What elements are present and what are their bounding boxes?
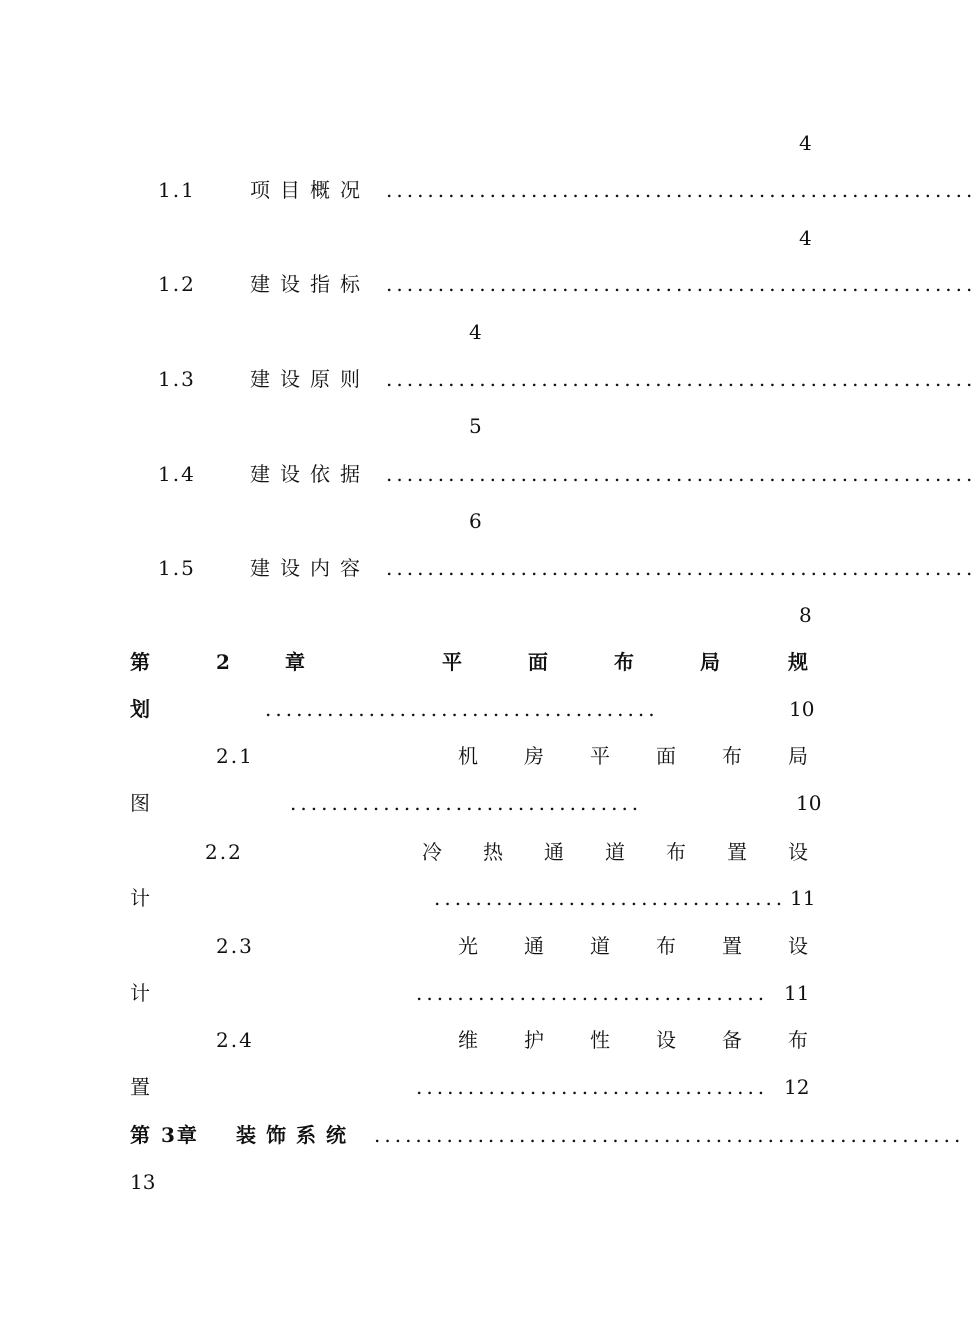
toc-chapter-label: 2 [216,650,230,674]
toc-entry-title: 布 [656,934,676,958]
toc-leader-dots: ......................................................... [374,1123,965,1147]
toc-leader-dots: .................................. [416,1075,769,1099]
toc-leader-dots: ......................................................... [386,367,976,391]
toc-chapter-title: 装饰系统 [236,1123,356,1147]
toc-entry-title: 计 [130,981,150,1005]
toc-entry-title: 道 [590,934,610,958]
toc-chapter-title: 平 [442,650,462,674]
toc-leader-dots: ......................................................... [386,556,976,580]
toc-leader-dots: ......................................................... [386,178,976,202]
toc-entry-title: 布 [666,840,686,864]
toc-leader-dots: ......................................................... [386,272,976,296]
toc-entry-title: 设 [656,1028,676,1052]
toc-entry-number: 2.4 [216,1028,254,1052]
toc-entry-title: 道 [605,840,625,864]
toc-entry-title: 设 [788,934,808,958]
toc-entry-title: 通 [524,934,544,958]
toc-page-number: 11 [790,886,816,910]
toc-chapter-label: 第 3章 [130,1123,199,1147]
toc-entry-title: 项目概况 [250,178,370,202]
toc-chapter-label: 章 [285,650,305,674]
toc-page-number: 4 [799,131,812,155]
toc-leader-dots: ...................................... [265,697,659,721]
toc-chapter-title: 规 [788,650,808,674]
toc-page-number: 8 [799,603,812,627]
toc-page-number: 12 [784,1075,810,1099]
toc-entry-number: 2.3 [216,934,254,958]
toc-entry-number: 1.1 [158,178,196,202]
toc-chapter-title: 划 [130,697,150,721]
toc-chapter-label: 第 [130,650,150,674]
toc-entry-title: 置 [130,1075,150,1099]
toc-chapter-title: 面 [528,650,548,674]
toc-entry-title: 图 [130,791,150,815]
toc-chapter-title: 布 [614,650,634,674]
toc-entry-number: 1.5 [158,556,196,580]
toc-leader-dots: .................................. [416,981,769,1005]
toc-page-number: 11 [784,981,810,1005]
toc-entry-title: 维 [458,1028,478,1052]
toc-entry-title: 计 [130,886,150,910]
toc-entry-title: 建设内容 [250,556,370,580]
toc-entry-title: 建设原则 [250,367,370,391]
toc-entry-title: 护 [524,1028,544,1052]
toc-entry-title: 光 [458,934,478,958]
toc-leader-dots: .................................. [290,791,643,815]
toc-entry-title: 布 [788,1028,808,1052]
toc-entry-title: 性 [590,1028,610,1052]
toc-chapter-title: 局 [700,650,720,674]
toc-entry-title: 冷 [422,840,442,864]
toc-page-number: 13 [130,1170,156,1194]
toc-entry-title: 面 [656,744,676,768]
toc-entry-title: 建设依据 [250,462,370,486]
toc-page-number: 4 [469,320,482,344]
toc-page-number: 5 [469,414,482,438]
toc-entry-number: 2.1 [216,744,254,768]
toc-entry-title: 房 [524,744,544,768]
toc-entry-title: 布 [722,744,742,768]
toc-entry-number: 1.2 [158,272,196,296]
toc-leader-dots: ......................................................... [386,462,976,486]
toc-entry-title: 热 [483,840,503,864]
toc-entry-title: 通 [544,840,564,864]
toc-entry-title: 机 [458,744,478,768]
toc-page-number: 10 [796,791,822,815]
toc-entry-number: 1.4 [158,462,196,486]
toc-entry-title: 建设指标 [250,272,370,296]
toc-page-number: 6 [469,509,482,533]
toc-entry-title: 局 [788,744,808,768]
toc-entry-number: 1.3 [158,367,196,391]
toc-entry-title: 设 [788,840,808,864]
toc-entry-title: 置 [727,840,747,864]
toc-page-number: 10 [789,697,815,721]
toc-leader-dots: .................................. [434,886,787,910]
toc-entry-number: 2.2 [205,840,243,864]
toc-entry-title: 平 [590,744,610,768]
toc-entry-title: 置 [722,934,742,958]
toc-entry-title: 备 [722,1028,742,1052]
toc-page-number: 4 [799,226,812,250]
